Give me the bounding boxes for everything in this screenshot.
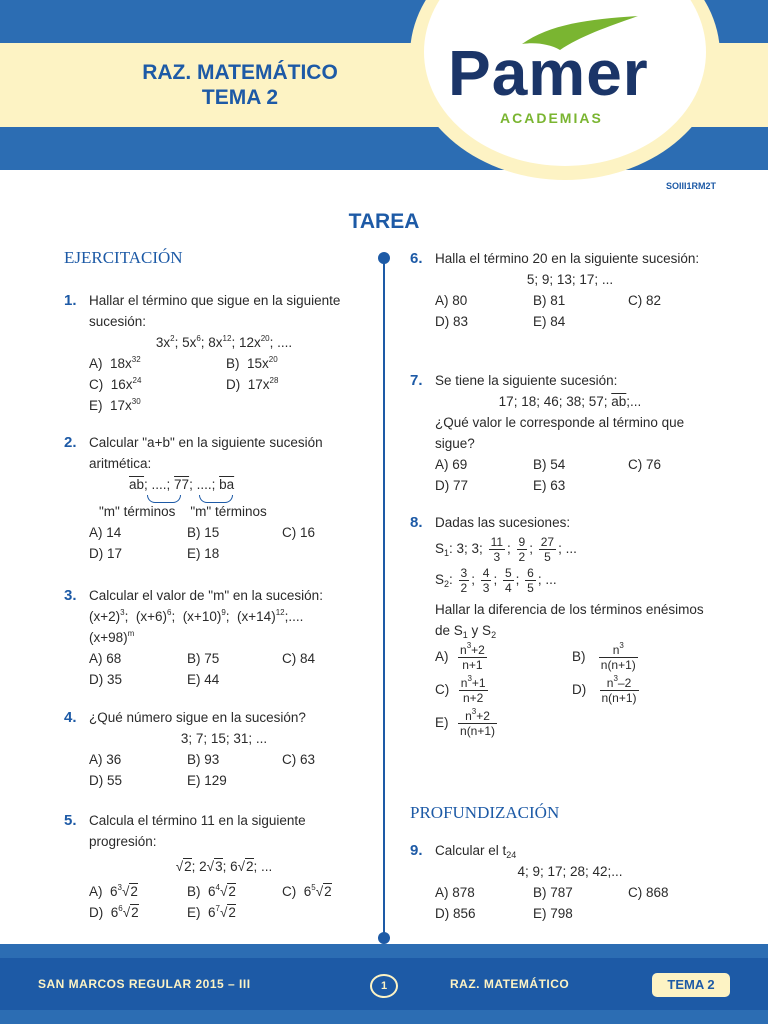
footer-course: SAN MARCOS REGULAR 2015 – III	[38, 977, 251, 991]
option-a[interactable]: A) 14	[89, 525, 122, 540]
options	[435, 643, 705, 738]
option-b[interactable]: B) 81	[533, 293, 566, 308]
option-b[interactable]: B) $6^4√2$	[187, 883, 236, 899]
options	[89, 749, 359, 791]
option-c[interactable]: C) 868	[628, 885, 669, 900]
options	[435, 290, 705, 332]
option-a[interactable]: A) $\frac{n^3+2}{n+1}$	[435, 641, 485, 672]
section-title-ejercitacion: EJERCITACIÓN	[64, 248, 183, 267]
logo-subtitle: ACADEMIAS	[500, 110, 603, 126]
question-9	[410, 840, 705, 924]
option-c[interactable]: C) $16x^{24}$	[89, 376, 142, 392]
option-e[interactable]: E) $6^7√2$	[187, 904, 236, 920]
brace-label-2: "m" términos	[190, 504, 267, 519]
option-e[interactable]: E) 129	[187, 773, 227, 788]
divider-bottom-dot	[378, 932, 390, 944]
question-2	[64, 432, 359, 564]
option-e[interactable]: E) 84	[533, 314, 566, 329]
question-number: 9.	[410, 842, 423, 859]
brace-labels	[89, 501, 359, 522]
option-c[interactable]: C) $\frac{n^3+1}{n+2}$	[435, 674, 486, 705]
option-c[interactable]: C) 16	[282, 525, 316, 540]
question-sequence: 17; 18; 46; 38; 57; $\overline{ab}$;...	[498, 394, 642, 409]
question-text: Calcular "a+b" en la siguiente sucesión aritmética:	[89, 435, 323, 471]
option-e[interactable]: E) 63	[533, 478, 566, 493]
option-d[interactable]: D) 856	[435, 906, 476, 921]
column-divider	[383, 258, 385, 938]
option-e[interactable]: E) $17x^{30}$	[89, 397, 141, 413]
options	[89, 353, 359, 416]
option-e[interactable]: E) 798	[533, 906, 573, 921]
options	[435, 882, 705, 924]
question-1	[64, 290, 359, 416]
option-d[interactable]: D) $\frac{n^3-2}{n(n+1)}$	[572, 674, 637, 705]
header-title-line2: TEMA 2	[201, 86, 279, 109]
option-b[interactable]: B) 15	[187, 525, 220, 540]
options	[89, 648, 359, 690]
option-a[interactable]: A) 36	[89, 752, 122, 767]
option-d[interactable]: D) 83	[435, 314, 469, 329]
question-5	[64, 810, 359, 923]
option-a[interactable]: A) 68	[89, 651, 122, 666]
page-title: TAREA	[348, 210, 420, 233]
option-d[interactable]: D) $6^6√2$	[89, 904, 139, 920]
header-title-line1: RAZ. MATEMÁTICO	[142, 61, 338, 84]
option-d[interactable]: D) $17x^{28}$	[226, 376, 279, 392]
question-number: 7.	[410, 372, 423, 389]
question-number: 8.	[410, 514, 423, 531]
options	[89, 522, 359, 564]
option-d[interactable]: D) 17	[89, 546, 123, 561]
question-text: Hallar el término que sigue en la siguiente sucesión:	[89, 293, 341, 329]
options	[435, 454, 705, 496]
question-text: Dadas las sucesiones:	[435, 515, 571, 530]
option-e[interactable]: E) 44	[187, 672, 220, 687]
question-4	[64, 707, 359, 791]
question-sequence: $\overline{ab}$; ....; 77; ....; $\overline{ba}$	[129, 477, 235, 492]
options	[89, 881, 359, 923]
question-text: Calcular el $t_{24}$	[435, 843, 517, 860]
question-number: 1.	[64, 292, 77, 309]
option-b[interactable]: B) 75	[187, 651, 220, 666]
question-number: 2.	[64, 434, 77, 451]
option-c[interactable]: C) 63	[282, 752, 316, 767]
divider-top-dot	[378, 252, 390, 264]
option-a[interactable]: A) $18x^{32}$	[89, 355, 141, 371]
brace-label-1: "m" términos	[99, 504, 176, 519]
question-text-2: Hallar la diferencia de los términos enésimos de $S_1$ y $S_2$	[435, 602, 704, 640]
option-a[interactable]: A) 878	[435, 885, 475, 900]
question-7	[410, 370, 705, 496]
question-sequence: 4; 9; 17; 28; 42;...	[517, 864, 623, 879]
question-sequence: 5; 9; 13; 17; ...	[526, 272, 614, 287]
question-8	[410, 512, 705, 738]
question-6	[410, 248, 705, 332]
option-d[interactable]: D) 55	[89, 773, 123, 788]
footer-tema-badge: TEMA 2	[652, 973, 730, 997]
option-e[interactable]: E) 18	[187, 546, 220, 561]
question-number: 4.	[64, 709, 77, 726]
question-text: Halla el término 20 en la siguiente sucesión:	[435, 251, 700, 266]
section-title-profundizacion: PROFUNDIZACIÓN	[410, 803, 560, 822]
question-sequence: $(x+2)^3$; $(x+6)^6$; $(x+10)^9$; $(x+14)^{12}$;....	[89, 608, 304, 624]
question-sequence: $3x^2$; $5x^6$; $8x^{12}$; $12x^{20}$; ....	[155, 334, 293, 350]
option-c[interactable]: C) 82	[628, 293, 662, 308]
option-d[interactable]: D) 35	[89, 672, 123, 687]
logo-name: Pamer	[448, 37, 649, 109]
option-c[interactable]: C) $6^5√2$	[282, 883, 332, 899]
option-b[interactable]: B) $\frac{n^3}{n(n+1)}$	[572, 641, 636, 672]
question-number: 3.	[64, 587, 77, 604]
question-text-2: ¿Qué valor le corresponde al término que sigue?	[435, 415, 685, 451]
option-b[interactable]: B) 787	[533, 885, 573, 900]
option-b[interactable]: B) $15x^{20}$	[226, 355, 278, 371]
option-e[interactable]: E) $\frac{n^3+2}{n(n+1)}$	[435, 707, 496, 738]
question-text: Calcular el valor de "m" en la sucesión:	[89, 588, 323, 603]
option-a[interactable]: A) 69	[435, 457, 468, 472]
option-d[interactable]: D) 77	[435, 478, 469, 493]
question-text: Se tiene la siguiente sucesión:	[435, 373, 618, 388]
document-code: SOIII1RM2T	[665, 181, 716, 191]
question-number: 5.	[64, 812, 77, 829]
question-text: ¿Qué número sigue en la sucesión?	[89, 710, 306, 725]
footer-subject: RAZ. MATEMÁTICO	[450, 977, 570, 991]
question-text: Calcula el término 11 en la siguiente progresión:	[89, 813, 306, 849]
sequence-s1: $S_1$: 3; 3; $\frac{11}{3}$ ; $\frac{9}{2}$ ; $\frac{27}{5}$ ; ...	[435, 535, 577, 564]
option-a[interactable]: A) 80	[435, 293, 468, 308]
page-number: 1	[370, 974, 398, 998]
option-b[interactable]: B) 54	[533, 457, 566, 472]
question-number: 6.	[410, 250, 423, 267]
option-c[interactable]: C) 84	[282, 651, 316, 666]
header-title	[100, 60, 380, 110]
question-sequence: √2; 2√3; 6√2; ...	[175, 859, 273, 874]
question-sequence: 3; 7; 15; 31; ...	[180, 731, 268, 746]
question-sequence-end: $(x+98)^m$	[89, 629, 135, 645]
option-b[interactable]: B) 93	[187, 752, 220, 767]
sequence-s2: $S_2$: $\frac{3}{2}$ ; $\frac{4}{3}$ ; $\frac{5}{4}$ ; $\frac{6}{5}$ ; ...	[435, 566, 557, 595]
option-a[interactable]: A) $6^3√2$	[89, 883, 138, 899]
option-c[interactable]: C) 76	[628, 457, 662, 472]
question-3	[64, 585, 359, 690]
